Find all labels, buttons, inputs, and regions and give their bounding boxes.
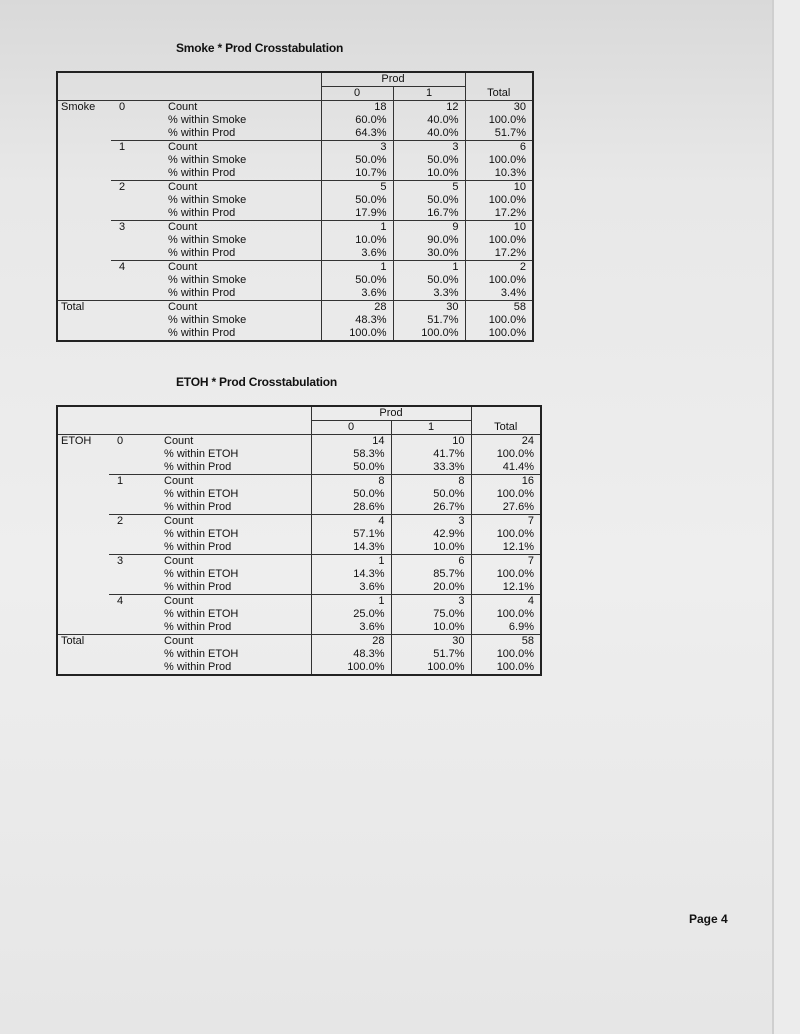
value-cell: 17.9%	[321, 207, 393, 221]
value-cell: 48.3%	[311, 648, 391, 661]
header-blank	[57, 406, 311, 435]
header-blank	[57, 72, 321, 101]
row-category-label: 2	[109, 515, 161, 555]
value-cell: 57.1%	[311, 528, 391, 541]
value-cell: 60.0%	[321, 114, 393, 127]
table-row	[57, 595, 541, 609]
value-cell: 6	[391, 555, 471, 569]
value-cell: 42.9%	[391, 528, 471, 541]
table-row	[57, 261, 533, 275]
total-cell: 24	[471, 435, 541, 449]
crosstab-body	[57, 72, 533, 341]
value-cell: 25.0%	[311, 608, 391, 621]
crosstab-body	[57, 406, 541, 675]
value-cell: 10.0%	[321, 234, 393, 247]
row-category-label: 4	[111, 261, 165, 301]
row-category-label: 1	[109, 475, 161, 515]
total-cell: 10	[465, 221, 533, 235]
statistic-label: % within ETOH	[164, 568, 239, 580]
total-cell: 100.0%	[465, 194, 533, 207]
value-cell: 90.0%	[393, 234, 465, 247]
value-cell: 26.7%	[391, 501, 471, 515]
total-cell: 100.0%	[471, 568, 541, 581]
total-cell: 100.0%	[465, 234, 533, 247]
value-cell: 3	[391, 515, 471, 529]
statistic-label: Count	[165, 101, 321, 115]
total-cell: 2	[465, 261, 533, 275]
total-cell: 27.6%	[471, 501, 541, 515]
value-cell: 20.0%	[391, 581, 471, 595]
value-cell: 50.0%	[321, 194, 393, 207]
statistic-label: Count	[165, 261, 321, 275]
value-cell: 50.0%	[321, 154, 393, 167]
value-cell: 100.0%	[321, 327, 393, 341]
value-cell: 50.0%	[391, 488, 471, 501]
value-cell: 40.0%	[393, 127, 465, 141]
value-cell: 50.0%	[311, 461, 391, 475]
value-cell: 50.0%	[393, 154, 465, 167]
value-cell: 48.3%	[321, 314, 393, 327]
total-cell: 17.2%	[465, 207, 533, 221]
value-cell: 3.6%	[321, 247, 393, 261]
total-cell: 100.0%	[465, 274, 533, 287]
page-edge	[772, 0, 774, 1034]
value-cell: 4	[311, 515, 391, 529]
total-column-header: Total	[465, 72, 533, 101]
table-title: Smoke * Prod Crosstabulation	[176, 41, 344, 55]
total-cell: 100.0%	[465, 114, 533, 127]
value-cell: 50.0%	[321, 274, 393, 287]
value-cell: 16.7%	[393, 207, 465, 221]
row-category-label: 0	[109, 435, 161, 475]
page-number: Page 4	[689, 912, 728, 926]
statistic-label: Count	[161, 635, 311, 649]
table-row	[57, 475, 541, 489]
table-row	[57, 301, 533, 315]
total-cell: 17.2%	[465, 247, 533, 261]
total-cell: 16	[471, 475, 541, 489]
statistic-label: % within ETOH	[164, 648, 239, 660]
row-category-label: 3	[111, 221, 165, 261]
value-cell: 28	[311, 635, 391, 649]
statistic-label: % within Prod	[164, 501, 232, 513]
value-cell: 1	[321, 261, 393, 275]
total-cell: 100.0%	[471, 608, 541, 621]
table-row	[57, 635, 541, 649]
statistic-label: % within Prod	[168, 287, 236, 299]
table-row	[57, 101, 533, 115]
row-category-label: 2	[111, 181, 165, 221]
statistic-label: % within Prod	[168, 167, 236, 179]
value-cell: 3.6%	[311, 621, 391, 635]
row-variable-label: Smoke	[61, 101, 96, 113]
total-cell: 100.0%	[465, 327, 533, 341]
value-cell: 5	[393, 181, 465, 195]
value-cell: 30.0%	[393, 247, 465, 261]
total-column-header: Total	[471, 406, 541, 435]
statistic-label: % within Prod	[168, 207, 236, 219]
total-cell: 41.4%	[471, 461, 541, 475]
table-row	[57, 435, 541, 449]
statistic-label: Count	[161, 515, 311, 529]
column-variable-label: Prod	[311, 406, 471, 421]
statistic-label: Count	[165, 301, 321, 315]
value-cell: 3	[321, 141, 393, 155]
row-variable-label: ETOH	[61, 435, 92, 447]
row-group-label: Total	[57, 301, 165, 342]
total-cell: 6	[465, 141, 533, 155]
total-cell: 10	[465, 181, 533, 195]
total-cell: 100.0%	[471, 661, 541, 675]
statistic-label: % within ETOH	[164, 528, 239, 540]
total-cell: 58	[465, 301, 533, 315]
value-cell: 100.0%	[391, 661, 471, 675]
statistic-label: % within Prod	[164, 661, 232, 673]
table-title: ETOH * Prod Crosstabulation	[176, 375, 338, 389]
total-cell: 100.0%	[465, 314, 533, 327]
value-cell: 1	[311, 595, 391, 609]
value-cell: 3	[393, 141, 465, 155]
table-row	[57, 555, 541, 569]
value-cell: 14.3%	[311, 541, 391, 555]
value-cell: 3.6%	[321, 287, 393, 301]
value-cell: 51.7%	[391, 648, 471, 661]
value-cell: 50.0%	[393, 274, 465, 287]
crosstab-table	[56, 405, 542, 676]
row-group-label: Total	[57, 635, 161, 676]
statistic-label: % within Prod	[168, 127, 236, 139]
total-cell: 30	[465, 101, 533, 115]
total-cell: 58	[471, 635, 541, 649]
row-category-label: 4	[109, 595, 161, 635]
row-category-label: 3	[109, 555, 161, 595]
column-category-header: 1	[393, 87, 465, 101]
total-cell: 12.1%	[471, 581, 541, 595]
table-row	[57, 221, 533, 235]
statistic-label: % within ETOH	[164, 488, 239, 500]
total-cell: 12.1%	[471, 541, 541, 555]
value-cell: 8	[311, 475, 391, 489]
value-cell: 10.7%	[321, 167, 393, 181]
value-cell: 12	[393, 101, 465, 115]
total-cell: 100.0%	[471, 488, 541, 501]
value-cell: 14	[311, 435, 391, 449]
value-cell: 1	[311, 555, 391, 569]
total-cell: 10.3%	[465, 167, 533, 181]
statistic-label: % within Smoke	[168, 274, 247, 286]
column-category-header: 0	[321, 87, 393, 101]
statistic-label: Count	[161, 435, 311, 449]
total-cell: 100.0%	[471, 448, 541, 461]
total-cell: 100.0%	[471, 528, 541, 541]
statistic-label: % within Smoke	[168, 194, 247, 206]
statistic-label: % within Prod	[164, 581, 232, 593]
row-category-label: 1	[111, 141, 165, 181]
table-row	[57, 181, 533, 195]
value-cell: 8	[391, 475, 471, 489]
total-cell: 6.9%	[471, 621, 541, 635]
statistic-label: % within Smoke	[168, 154, 247, 166]
value-cell: 9	[393, 221, 465, 235]
value-cell: 1	[321, 221, 393, 235]
statistic-label: % within Smoke	[168, 314, 247, 326]
value-cell: 3.3%	[393, 287, 465, 301]
value-cell: 75.0%	[391, 608, 471, 621]
value-cell: 30	[391, 635, 471, 649]
value-cell: 40.0%	[393, 114, 465, 127]
value-cell: 1	[393, 261, 465, 275]
statistic-label: Count	[165, 221, 321, 235]
statistic-label: Count	[165, 141, 321, 155]
value-cell: 10	[391, 435, 471, 449]
total-cell: 51.7%	[465, 127, 533, 141]
statistic-label: Count	[161, 595, 311, 609]
value-cell: 5	[321, 181, 393, 195]
statistic-label: % within Prod	[168, 327, 236, 339]
value-cell: 50.0%	[393, 194, 465, 207]
value-cell: 30	[393, 301, 465, 315]
value-cell: 64.3%	[321, 127, 393, 141]
statistic-label: Count	[161, 555, 311, 569]
value-cell: 3.6%	[311, 581, 391, 595]
total-cell: 100.0%	[471, 648, 541, 661]
value-cell: 100.0%	[311, 661, 391, 675]
crosstab-table	[56, 71, 534, 342]
statistic-label: % within Prod	[164, 541, 232, 553]
value-cell: 14.3%	[311, 568, 391, 581]
value-cell: 58.3%	[311, 448, 391, 461]
table-row	[57, 141, 533, 155]
statistic-label: % within Smoke	[168, 114, 247, 126]
statistic-label: % within ETOH	[164, 448, 239, 460]
value-cell: 10.0%	[391, 621, 471, 635]
statistic-label: Count	[165, 181, 321, 195]
total-cell: 7	[471, 515, 541, 529]
value-cell: 50.0%	[311, 488, 391, 501]
value-cell: 10.0%	[393, 167, 465, 181]
statistic-label: % within Prod	[164, 461, 232, 473]
statistic-label: Count	[161, 475, 311, 489]
value-cell: 85.7%	[391, 568, 471, 581]
value-cell: 10.0%	[391, 541, 471, 555]
value-cell: 18	[321, 101, 393, 115]
column-category-header: 1	[391, 421, 471, 435]
statistic-label: % within Smoke	[168, 234, 247, 246]
header-row	[57, 406, 541, 421]
statistic-label: % within Prod	[168, 247, 236, 259]
total-cell: 4	[471, 595, 541, 609]
column-variable-label: Prod	[321, 72, 465, 87]
total-cell: 7	[471, 555, 541, 569]
value-cell: 28	[321, 301, 393, 315]
value-cell: 33.3%	[391, 461, 471, 475]
value-cell: 3	[391, 595, 471, 609]
statistic-label: % within Prod	[164, 621, 232, 633]
value-cell: 100.0%	[393, 327, 465, 341]
column-category-header: 0	[311, 421, 391, 435]
total-cell: 100.0%	[465, 154, 533, 167]
table-row	[57, 515, 541, 529]
header-row	[57, 72, 533, 87]
value-cell: 41.7%	[391, 448, 471, 461]
value-cell: 28.6%	[311, 501, 391, 515]
row-category-label: 0	[111, 101, 165, 141]
total-cell: 3.4%	[465, 287, 533, 301]
statistic-label: % within ETOH	[164, 608, 239, 620]
value-cell: 51.7%	[393, 314, 465, 327]
